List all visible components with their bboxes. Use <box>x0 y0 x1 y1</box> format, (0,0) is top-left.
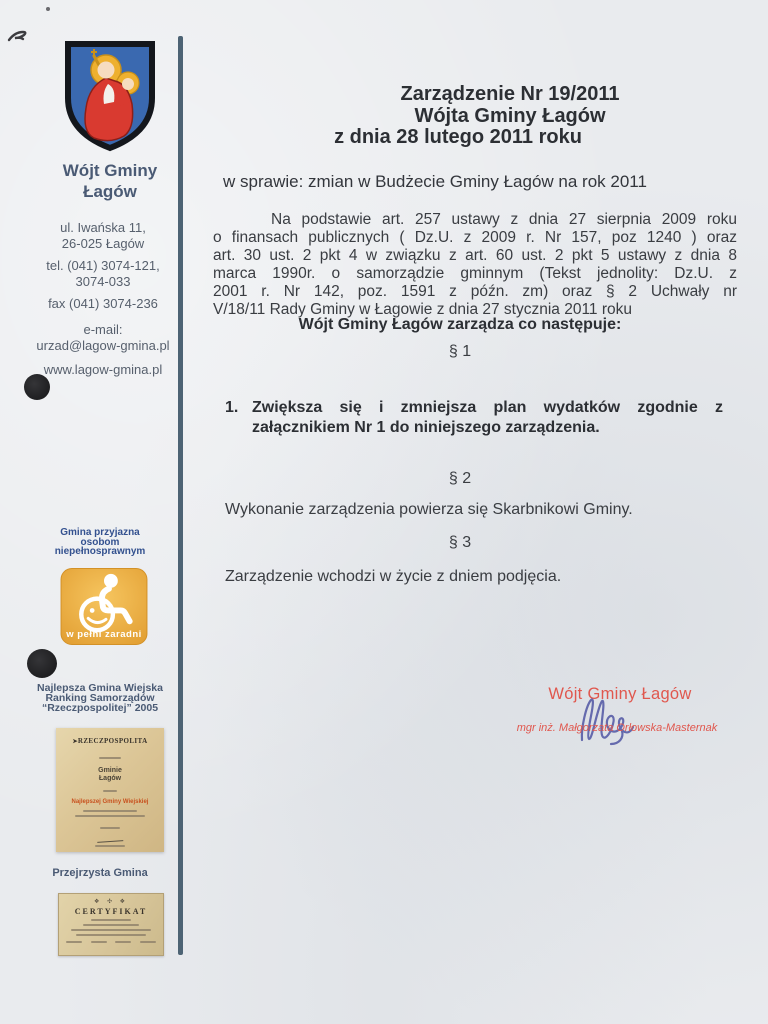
email-label: e-mail: <box>83 322 123 337</box>
legal-line: 2001 r. Nr 142, poz. 1591 z późn. zm) oraz § 2 Uchwały nr <box>213 283 737 300</box>
email-value: urzad@lagow-gmina.pl <box>36 338 170 353</box>
decree-line: Wójt Gminy Łagów zarządza co następuje: <box>298 316 622 333</box>
cert-text-line <box>83 924 139 926</box>
legal-line: o finansach publicznych ( Dz.U. z 2009 r. Nr 157, poz 1240 ) oraz <box>213 229 737 246</box>
cert-highlight: Najlepszej Gminy Wiejskiej <box>71 799 149 805</box>
email <box>20 322 186 354</box>
document-title <box>300 84 720 149</box>
section-2-mark: § 2 <box>448 470 472 487</box>
ink-speck <box>46 7 50 11</box>
legal-line: V/18/11 Rady Gminy w Łagowie z dnia 27 stycznia 2011 roku <box>213 301 633 318</box>
contact-block <box>20 220 186 378</box>
ordinance-item-1 <box>213 398 737 437</box>
cert-text-line <box>83 810 137 812</box>
section-1-mark: § 1 <box>448 343 472 360</box>
cert-text-line <box>76 934 146 936</box>
org-name-line2: Łagów <box>83 182 137 201</box>
cert-text-line <box>75 815 145 817</box>
badge-caption: w pełni zaradni <box>66 629 142 640</box>
title-line3: z dnia 28 lutego 2011 roku <box>334 126 582 148</box>
subject-line: w sprawie: zmian w Budżecie Gminy Łagów na rok 2011 <box>223 172 647 191</box>
award-ranking-title: Najlepsza Gmina Wiejska Ranking Samorządów “Rzeczpospolitej” 2005 <box>37 682 163 714</box>
website: www.lagow-gmina.pl <box>43 362 163 377</box>
signature-name: mgr inż. Małgorzata Orłowska-Masternak <box>516 722 718 734</box>
org-name-line1: Wójt Gminy <box>62 161 158 180</box>
eagle-icon: ➤ <box>72 739 78 745</box>
cert-text-line <box>71 929 151 931</box>
cert-text-line <box>100 827 120 829</box>
hole-punch-mark-bottom <box>27 649 57 678</box>
cert-recipient: Gminie Łagów <box>98 767 122 782</box>
cert-text-line <box>115 941 131 943</box>
section-3-mark: § 3 <box>448 534 472 551</box>
fax: fax (041) 3074-236 <box>48 296 158 311</box>
section-3-text: Zarządzenie wchodzi w życie z dniem podjęcia. <box>225 568 562 585</box>
address: ul. Iwańska 11, 26-025 Łagów <box>60 220 146 251</box>
rzeczpospolita-certificate <box>56 728 164 852</box>
certificate-header: ➤RZECZPOSPOLITA <box>72 737 148 745</box>
org-name <box>35 160 185 202</box>
section-2-text: Wykonanie zarządzenia powierza się Skarbnikowi Gminy. <box>225 501 633 518</box>
przejrzysta-gmina-certificate <box>58 893 164 956</box>
cert-text-line <box>140 941 156 943</box>
title-line2: Wójta Gminy Łagów <box>414 104 606 127</box>
item-line: Zwiększa się i zmniejsza plan wydatków zgodnie z <box>252 399 723 416</box>
phone: tel. (041) 3074-121, 3074-033 <box>46 258 160 289</box>
cert-signature-row <box>59 941 163 943</box>
award-disabled-title: Gmina przyjazna osobom niepełnosprawnym <box>54 527 146 557</box>
cert-text-line <box>66 941 82 943</box>
legal-line: marca 1990r. o samorządzie gminnym (Tekst jednolity: Dz.U. z <box>213 265 737 282</box>
legal-line: Na podstawie art. 257 ustawy z dnia 27 sierpnia 2009 roku <box>271 211 737 228</box>
cert-text-line <box>91 919 131 921</box>
cert-text-line <box>103 790 117 792</box>
cert-text-line <box>99 757 121 759</box>
cert-emblem-row: ❖ ✣ ❖ <box>93 899 129 905</box>
item-number: 1. <box>225 399 239 416</box>
pen-mark <box>6 26 32 46</box>
award-transparent-title: Przejrzysta Gmina <box>52 867 148 879</box>
hole-punch-mark-top <box>24 374 50 400</box>
cert-text-line <box>95 845 125 847</box>
cert2-title: CERTYFIKAT <box>74 907 148 916</box>
item-line: załącznikiem Nr 1 do niniejszego zarządzenia. <box>252 418 600 436</box>
legal-line: art. 30 ust. 2 pkt 4 w związku z art. 60 ust. 2 pkt 5 ustawy z dnia 8 <box>213 247 737 264</box>
signature-role-stamp: Wójt Gminy Łagów <box>548 685 692 703</box>
title-line1: Zarządzenie Nr 19/2011 <box>400 83 620 105</box>
cert-text-line <box>91 941 107 943</box>
cert-signature <box>97 832 124 843</box>
handwritten-signature <box>578 694 642 748</box>
lagow-coat-of-arms <box>62 40 158 152</box>
legal-basis-paragraph <box>213 211 737 319</box>
